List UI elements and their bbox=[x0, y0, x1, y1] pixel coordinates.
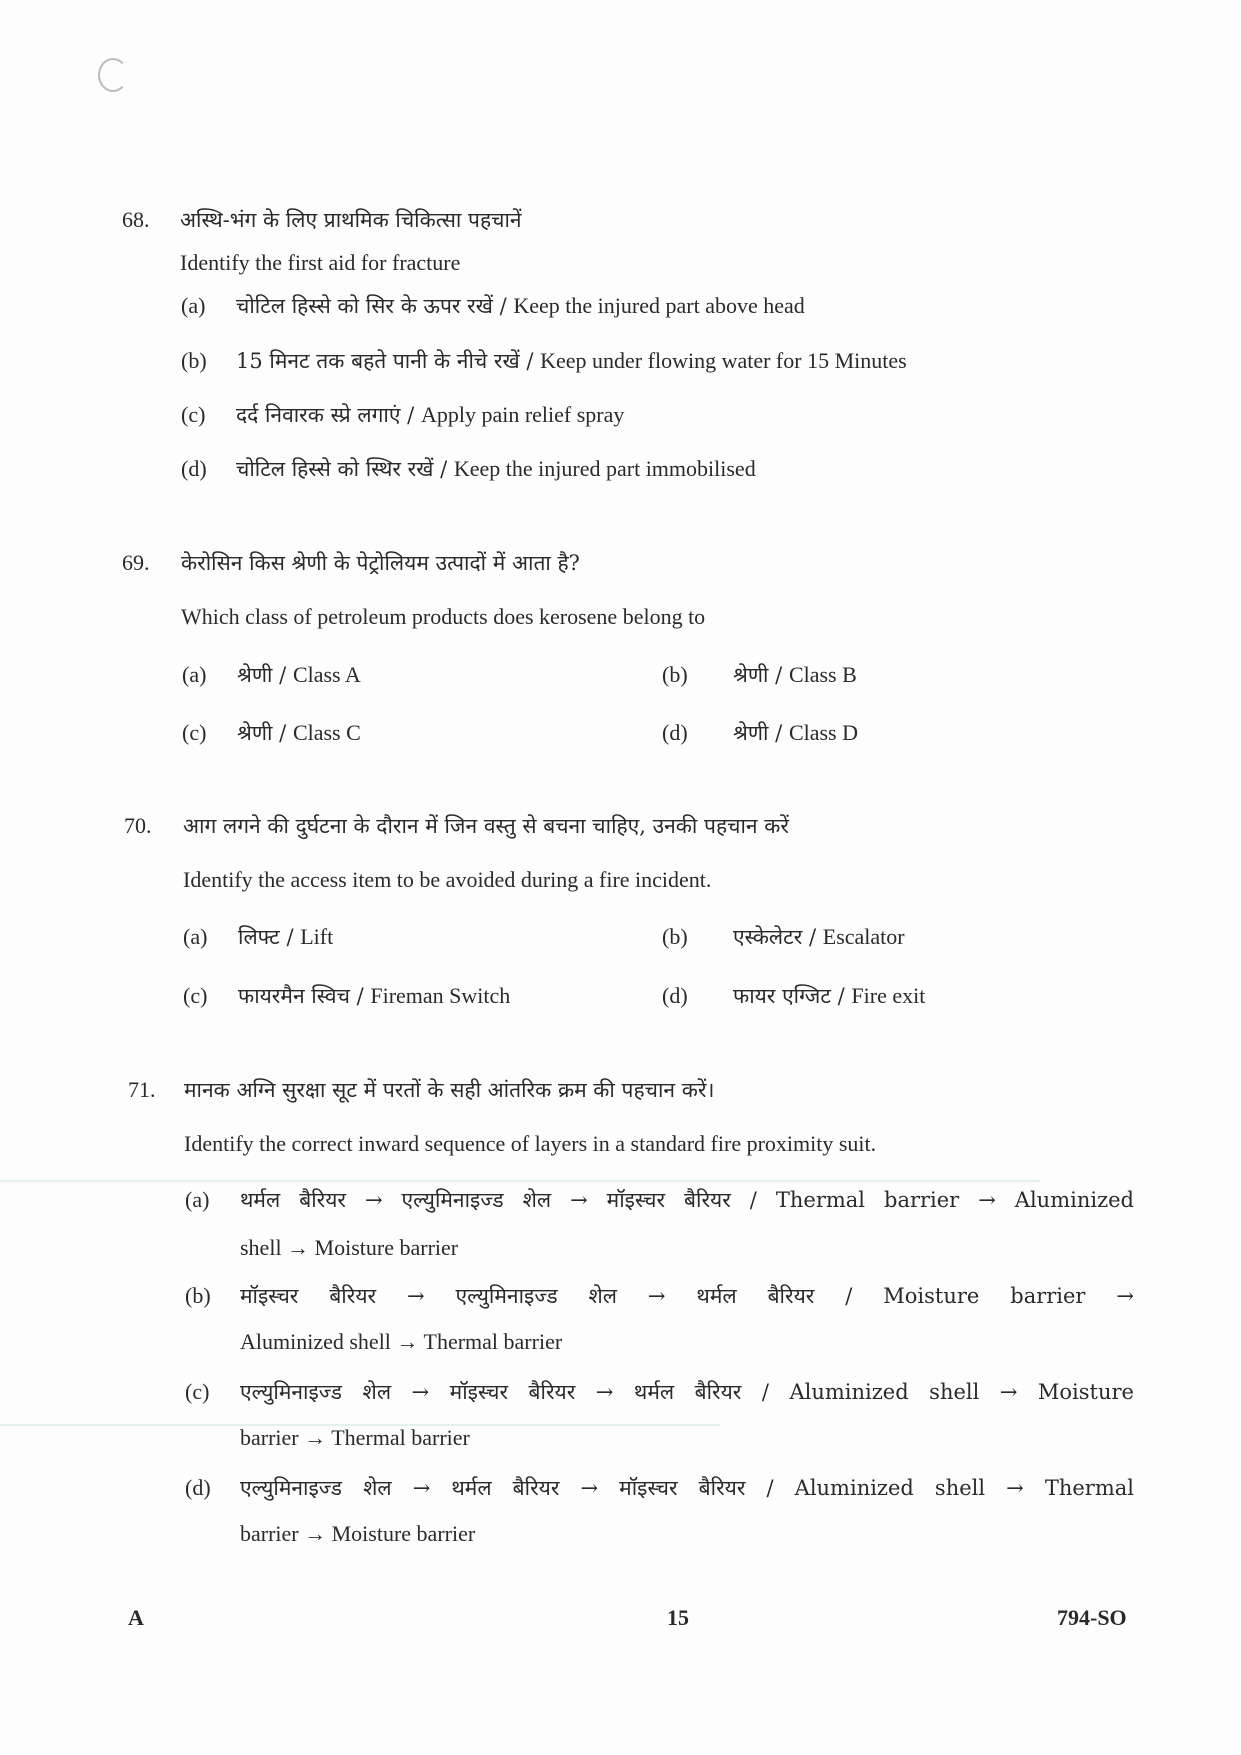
option-b[interactable]: (b) श्रेणी / Class B bbox=[662, 662, 857, 687]
paper-code: 794-SO bbox=[1057, 1605, 1127, 1630]
option-c[interactable]: (c) श्रेणी / Class C bbox=[182, 720, 361, 745]
hole-punch-mark bbox=[98, 58, 128, 92]
question-number: 70. bbox=[124, 813, 152, 838]
scan-artifact bbox=[0, 1180, 1040, 1182]
option-text-line2: Aluminized shell → Thermal barrier bbox=[240, 1329, 563, 1354]
option-text-line1: मॉइस्चर बैरियर → एल्युमिनाइज्ड शेल → थर्मल बैरियर / Moisture barrier → bbox=[240, 1284, 1134, 1308]
option-a[interactable]: (a) चोटिल हिस्से को सिर के ऊपर रखें / Keep the injured part above head bbox=[181, 293, 805, 318]
option-text-line1: एल्युमिनाइज्ड शेल → थर्मल बैरियर → मॉइस्चर बैरियर / Aluminized shell → Thermal bbox=[240, 1476, 1134, 1500]
question-hindi: मानक अग्नि सुरक्षा सूट में परतों के सही आंतरिक क्रम की पहचान करें। bbox=[184, 1078, 715, 1102]
option-text-line2: shell → Moisture barrier bbox=[240, 1235, 459, 1260]
page-number: 15 bbox=[667, 1605, 689, 1630]
question-number: 71. bbox=[128, 1077, 156, 1102]
option-text-line2: barrier → Thermal barrier bbox=[240, 1425, 470, 1450]
option-a[interactable]: (a) श्रेणी / Class A bbox=[182, 662, 361, 687]
option-b[interactable]: (b) 15 मिनट तक बहते पानी के नीचे रखें / Keep under flowing water for 15 Minutes bbox=[181, 348, 907, 373]
booklet-set: A bbox=[128, 1605, 144, 1630]
option-text-line1: एल्युमिनाइज्ड शेल → मॉइस्चर बैरियर → थर्मल बैरियर / Aluminized shell → Moisture bbox=[240, 1380, 1134, 1404]
question-hindi: आग लगने की दुर्घटना के दौरान में जिन वस्तु से बचना चाहिए, उनकी पहचान करें bbox=[183, 814, 789, 838]
option-d[interactable]: (d) चोटिल हिस्से को स्थिर रखें / Keep the injured part immobilised bbox=[181, 456, 756, 481]
option-b[interactable]: (b) एस्केलेटर / Escalator bbox=[662, 924, 905, 949]
option-text-line1: थर्मल बैरियर → एल्युमिनाइज्ड शेल → मॉइस्चर बैरियर / Thermal barrier → Aluminized bbox=[240, 1188, 1134, 1212]
question-hindi: अस्थि-भंग के लिए प्राथमिक चिकित्सा पहचानें bbox=[180, 208, 522, 232]
option-d[interactable]: (d) श्रेणी / Class D bbox=[662, 720, 858, 745]
question-english: Identify the first aid for fracture bbox=[180, 250, 461, 275]
option-c[interactable]: (c) फायरमैन स्विच / Fireman Switch bbox=[183, 983, 511, 1008]
option-a[interactable]: (a) लिफ्ट / Lift bbox=[183, 924, 334, 949]
question-english: Identify the access item to be avoided during a fire incident. bbox=[183, 867, 712, 892]
question-english: Which class of petroleum products does kerosene belong to bbox=[181, 604, 706, 629]
question-number: 69. bbox=[122, 550, 150, 575]
question-english: Identify the correct inward sequence of layers in a standard fire proximity suit. bbox=[184, 1131, 877, 1156]
option-c[interactable]: (c) दर्द निवारक स्प्रे लगाएं / Apply pain relief spray bbox=[181, 402, 625, 427]
question-hindi: केरोसिन किस श्रेणी के पेट्रोलियम उत्पादों में आता है? bbox=[181, 551, 580, 575]
option-text-line2: barrier → Moisture barrier bbox=[240, 1521, 476, 1546]
option-d[interactable]: (d) फायर एग्जिट / Fire exit bbox=[662, 983, 926, 1008]
question-number: 68. bbox=[122, 207, 150, 232]
